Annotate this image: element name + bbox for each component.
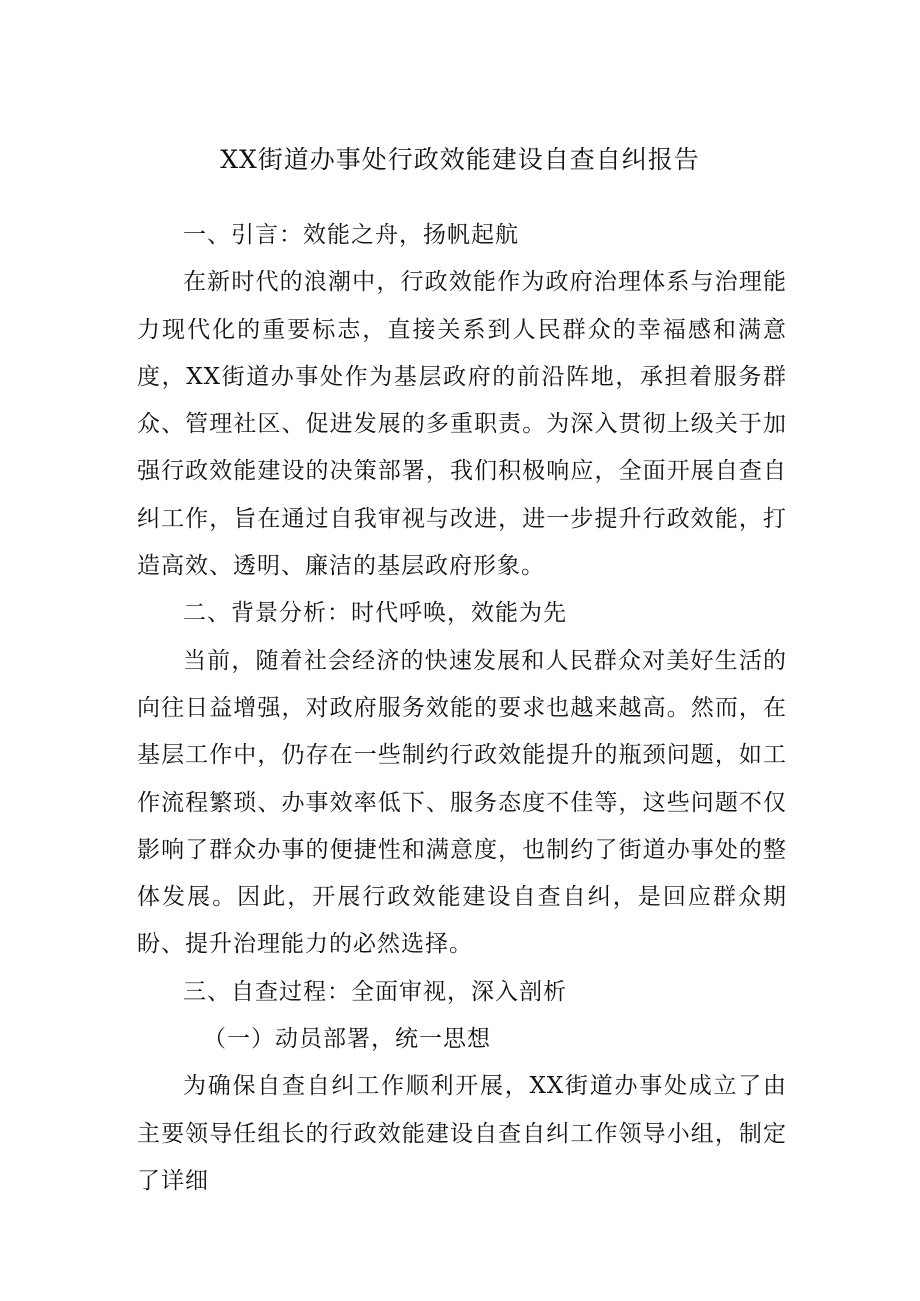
section-1-heading: 一、引言：效能之舟，扬帆起航 <box>183 222 519 248</box>
section-3-heading: 三、自查过程：全面审视，深入剖析 <box>183 978 567 1005</box>
section-3-subheading-1: （一）动员部署，统一思想 <box>203 1026 491 1053</box>
section-2-paragraph: 当前，随着社会经济的快速发展和人民群众对美好生活的向往日益增强，对政府服务效能的要求也越来越高。然而，在基层工作中，仍存在一些制约行政效能提升的瓶颈问题，如工作流程繁琐、办事效率低下、服务态度不佳等，这些问题不仅影响了群众办事的便捷性和满意度，也制约了街道办事处的整体发展。因此，开展行政效能建设自查自纠，是回应群众期盼、提升治理能力的必然选择。 <box>137 647 787 958</box>
section-2-heading: 二、背景分析：时代呼唤，效能为先 <box>183 600 567 627</box>
document-title: XX街道办事处行政效能建设自查自纠报告 <box>220 145 700 174</box>
document-body <box>137 212 787 1205</box>
section-3-sub-1-paragraph: 为确保自查自纠工作顺利开展，XX街道办事处成立了由主要领导任组长的行政效能建设自查自纠工作领导小组，制定了详细 <box>137 1073 787 1194</box>
section-1-paragraph: 在新时代的浪潮中，行政效能作为政府治理体系与治理能力现代化的重要标志，直接关系到人民群众的幸福感和满意度，XX街道办事处作为基层政府的前沿阵地，承担着服务群众、管理社区、促进发展的多重职责。为深入贯彻上级关于加强行政效能建设的决策部署，我们积极响应，全面开展自查自纠工作，旨在通过自我审视与改进，进一步提升行政效能，打造高效、透明、廉洁的基层政府形象。 <box>137 269 787 580</box>
